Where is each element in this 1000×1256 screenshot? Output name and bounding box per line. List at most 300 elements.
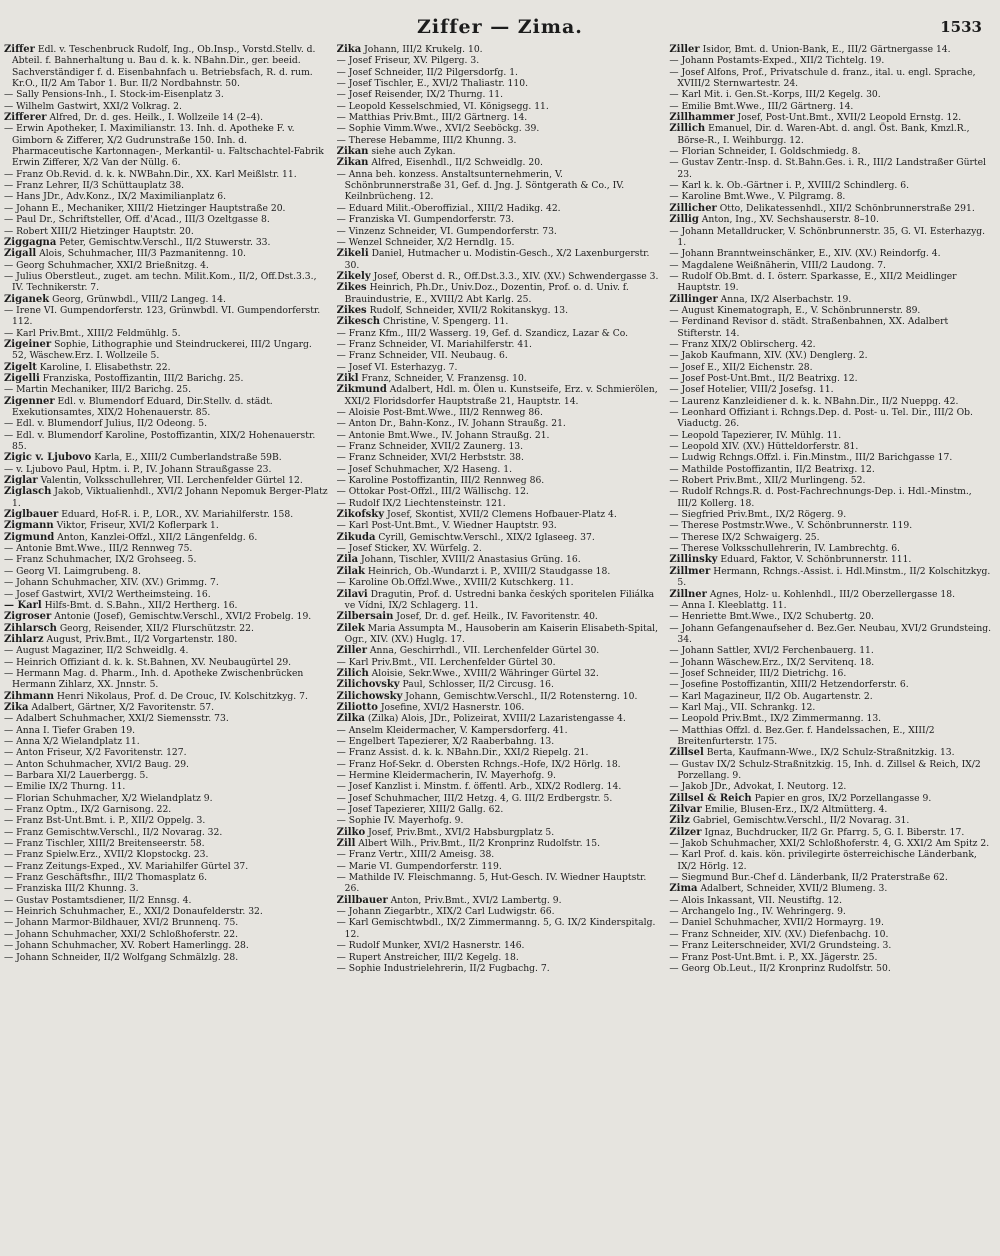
entry-name: Zigmann [4,520,54,532]
entry-text: Otto, Delikatessenhdl., XII/2 Schönbrunnerstraße 291. [719,202,975,214]
directory-entry [669,940,994,951]
entry-text: Offiziant d. k. k. St.Bahnen, XV. Neubaugürtel 29. [59,656,292,668]
entry-name: — Josef [669,372,705,384]
directory-entry [337,55,662,66]
entry-name: — Josef [336,55,372,67]
entry-name: — Sophie [336,962,381,974]
page-header [0,14,1000,44]
entry-text: Maj., VII. Schrankg. 12. [704,701,816,713]
entry-name: Zilbersain [336,611,394,623]
entry-name: — Johann [669,656,714,668]
entry-text: Branntweinschänker, E., XIV. (XV.) Reindorfg. 4. [716,248,941,260]
entry-text: Lehrer, II/3 Schüttauplatz 38. [46,180,185,192]
entry-text: XIII/2 Hietzinger Hauptstr. 20. [50,225,194,237]
entry-text: Kesselschmied, VI. Königsegg. 11. [389,100,549,112]
entry-name: — Ludwig [669,452,717,464]
entry-name: Zikes [336,304,367,316]
entry-name: — Hermine [336,770,390,781]
entry-name: — Martin [4,384,48,396]
entry-text: Ob.Leut., II/2 Kronprinz Rudolfstr. 50. [712,962,891,974]
entry-text: Hermann, Rchngs.-Assist. i. Hdl.Minstm., II/2 Kolschitzkyg. 5. [677,565,991,589]
entry-name: Zika [4,701,29,713]
entry-text: Heinrich, Ob.-Wundarzt i. P., XVIII/2 Staudgasse 18. [367,565,611,577]
directory-entry [669,486,994,509]
directory-entry [669,963,994,974]
directory-entry [337,657,662,668]
entry-text: Zeitungs-Exped., XV. Mariahilfer Gürtel 37. [46,860,249,872]
directory-entry [669,157,994,180]
entry-text: Jakob, Viktualienhdl., XVI/2 Johann Nepomuk Berger-Platz 1. [12,486,328,509]
entry-name: — Josef [336,89,372,101]
entry-name: — Leopold [669,713,719,725]
entry-text: IX/2 Liechtensteinstr. 121. [382,497,506,509]
entry-name: — Johann [4,917,49,929]
entry-text: Aloisie, Sekr.Wwe., XVIII/2 Währinger Gürtel 32. [371,667,599,679]
entry-text: Hof-Sekr. d. Obersten Rchngs.-Hofe, IX/2 Hörlg. 18. [378,758,621,770]
entry-text: Schuhmacher, XIV. (XV.) Grimmg. 7. [51,577,219,589]
entry-text: IX/2 Schwaigerg. 25. [721,531,820,543]
directory-entry [669,509,994,520]
directory-entry [669,305,994,316]
entry-name: — Wenzel [336,236,383,248]
entry-name: — Karl [4,327,36,339]
directory-entry [669,804,994,815]
entry-text: Oberstleut., zuget. am techn. Milit.Kom., II/2, Off.Dst.3.3., IV. Technikerstr. 7. [12,270,317,294]
entry-text: Ob.Revid. d. k. k. NWBahn.Dir., XX. Karl Meißlstr. 11. [46,168,297,180]
entry-name: — Franz [4,849,44,861]
directory-entry [337,418,662,429]
entry-text: Reisender, IX/2 Thurng. 11. [374,89,504,101]
directory-entry [4,509,329,520]
entry-name: — Anton [4,747,44,759]
directory-entry [669,668,994,679]
directory-entry [337,543,662,554]
directory-entry [4,237,329,248]
directory-entry [669,952,994,963]
entry-text: Georg, Grünwbdl., VIII/2 Langeg. 14. [52,293,226,305]
directory-entry [669,917,994,928]
entry-name: — Sophie [336,123,381,135]
entry-name: Zila [336,554,359,566]
entry-text: Schuhmacher, XXI/2 Schloßhoferstr. 22. [51,928,239,940]
directory-entry [4,793,329,804]
entry-name: — Franziska [4,883,62,895]
entry-text: Sophie, Lithographie und Steindruckerei, III/2 Ungarg. 52, Wäschew.Erz. I. Wollzeile 5. [12,338,312,362]
entry-text: Johann, Tischler, XVIII/2 Anastasius Grüng. 16. [360,554,581,566]
directory-entry [337,362,662,373]
entry-text: Revisor d. städt. Straßenbahnen, XX. Adalbert Stifterstr. 14. [677,316,949,339]
directory-entry [337,271,662,282]
entry-text: Post-Unt.Bmt. i. P., XX. Jägerstr. 25. [711,951,878,963]
entry-name: — August [4,645,49,657]
entry-name: — Karl [669,180,702,192]
entry-name: Zikes [336,282,367,294]
directory-entry [337,203,662,214]
entry-text: Friseur, X/2 Favoritenstr. 127. [46,747,187,759]
entry-name: — Leopold [669,429,719,441]
directory-entry [4,123,329,168]
directory-entry [4,872,329,883]
entry-text: Geschäftsfhr., III/2 Thomasplatz 6. [46,872,208,884]
entry-name: — Anna [669,599,706,611]
entry-name: — Karl [336,917,369,929]
entry-text: Postoffizantin, III/2 Rennweg 86. [391,475,545,487]
directory-entry [669,123,994,146]
directory-entry [4,362,329,373]
entry-text: VI. Laimgrubeng. 8. [47,565,141,577]
entry-text: Albert Wilh., Priv.Bmt., II/2 Kronprinz Rudolfstr. 15. [358,838,601,850]
entry-name: — Johann [669,55,714,67]
entry-name: — Edl. v. Blumendorf [4,429,103,441]
entry-text: Emilie, Blusen-Erz., IX/2 Altmütterg. 4. [704,804,888,816]
entry-text: IV. Fleischmanng. 5, Hut-Gesch. IV. Wiedner Hauptstr. 26. [344,872,647,895]
directory-entry [669,203,994,214]
directory-entry [669,623,994,646]
entry-name: Zilvar [669,804,702,816]
directory-entry [4,702,329,713]
entry-name: — Leopold [669,441,719,453]
directory-entry [337,384,662,407]
entry-text: siehe auch Zykan. [371,146,456,158]
directory-entry [337,611,662,622]
entry-text: Henri Nikolaus, Prof. d. De Crouc, IV. Kolschitzkyg. 7. [56,690,308,702]
directory-entry [337,645,662,656]
entry-name: Zigenner [4,395,55,407]
directory-entry [4,781,329,792]
directory-entry [4,520,329,531]
directory-entry [669,294,994,305]
entry-text: Schneider, XIV. (XV.) Diefenbachg. 10. [711,928,889,940]
directory-entry [4,759,329,770]
entry-text: Heinrich, Ph.Dr., Univ.Doz., Dozentin, Prof. o. d. Univ. f. Brauindustrie, E., XVIII/2 Abt Karlg. 25. [344,282,629,305]
entry-text: Adalbert, Gärtner, X/2 Favoritenstr. 57. [31,701,215,713]
entry-name: — Johann [4,928,49,940]
directory-entry [669,827,994,838]
entry-text: Schuhmacher, XXI/2 Siemensstr. 73. [59,713,229,725]
directory-entry [669,929,994,940]
entry-name: Zilak [336,565,365,577]
directory-entry [4,271,329,294]
entry-text: Kfm., III/2 Wasserg. 19, Gef. d. Szandicz, Lazar & Co. [378,327,629,339]
directory-entry [669,725,994,748]
entry-name: — Antonie [4,543,53,555]
entry-text: Mag. d. Pharm., Inh. d. Apotheke Zwischenbrücken Hermann Zihlarz, XX. Jnnstr. 5. [12,667,304,691]
directory-entry [337,157,662,168]
entry-name: — Karoline [669,191,721,203]
entry-name: — Franz [336,327,376,339]
entry-name: Zilz [669,815,690,827]
entry-name: — Josef [336,804,372,816]
entry-name: Ziller [336,645,367,657]
directory-entry [4,713,329,724]
entry-name: Zilzer [669,826,702,838]
directory-entry [337,475,662,486]
directory-entry [4,691,329,702]
directory-entry [337,44,662,55]
directory-entry [4,532,329,543]
directory-entry [669,872,994,883]
directory-entry [337,702,662,713]
entry-text: Valentin, Volksschullehrer, VII. Lerchenfelder Gürtel 12. [40,475,303,487]
directory-entry [669,316,994,339]
entry-name: — Rudolf [669,486,713,498]
entry-text: Bmt.Wwe., III/2 Gärtnerg. 14. [714,100,854,112]
directory-entry [669,849,994,872]
entry-name: — Gustav [669,758,714,770]
directory-entry [4,952,329,963]
directory-entry [337,861,662,872]
directory-entry [4,464,329,475]
entry-text: Schneider, VI. Mariahilferstr. 41. [378,338,532,350]
directory-entry [669,895,994,906]
entry-name: — Henriette [669,611,727,623]
entry-text: Paul, Schlosser, II/2 Circusg. 16. [402,679,554,691]
entry-name: — Irene [4,304,41,316]
entry-text: Bst-Unt.Bmt. i. P., XII/2 Oppelg. 3. [46,815,206,827]
entry-text: Schneider, X/2 Herndlg. 15. [384,236,515,248]
entry-name: Zihlarsch [4,622,57,634]
entry-name: — Johann [4,951,49,963]
directory-entry [337,135,662,146]
entry-text: Bmt.Wwe., IX/2 Schubertg. 20. [729,611,874,623]
directory-entry [4,373,329,384]
entry-text: IV. Mayerhofg. 9. [383,815,464,827]
entry-name: — Leopold [336,100,387,112]
directory-entry [669,679,994,690]
directory-entry [669,407,994,430]
entry-text: Schuhmacher, XV. Robert Hamerlingg. 28. [51,940,249,952]
directory-entry [669,67,994,90]
entry-name: Zikesch [336,316,381,328]
entry-text: Kanzleidiener d. k. k. NBahn.Dir., II/2 Nueppg. 42. [722,395,959,407]
directory-entry [337,237,662,248]
entry-name: — Josef [336,361,372,373]
entry-text: Alfred, Eisenhdl., II/2 Schweidlg. 20. [371,157,543,169]
directory-entry [4,657,329,668]
entry-name: Zillinger [669,293,718,305]
directory-entry [337,815,662,826]
entry-text: Postmstr.Wwe., V. Schönbrunnerstr. 119. [721,520,913,532]
entry-text: Tischler, E., XVI/2 Thaliastr. 110. [374,78,529,90]
entry-text: Eduard, Faktor, V. Schönbrunnerstr. 111. [720,554,912,566]
directory-entry [669,214,994,225]
entry-name: — Franz [336,350,376,362]
directory-entry [669,759,994,782]
entry-name: — Johann [669,225,714,237]
entry-text: Optm., IX/2 Garnisong. 22. [46,804,172,816]
entry-name: — Archangelo [669,906,735,918]
directory-entry [337,747,662,758]
entry-name: — Karl [669,701,702,713]
entry-name: Zikeli [336,248,369,260]
entry-name: — Karl [336,656,369,668]
entry-text: Rudolf, Schneider, XVII/2 Rokitanskyg. 13. [369,304,569,316]
entry-name: — Mathilde [669,463,724,475]
directory-entry [669,146,994,157]
directory-entry [4,827,329,838]
entry-text: Kaufmann, XIV. (XV.) Denglerg. 2. [710,350,868,362]
entry-text: Schneider, XVI/2 Herbststr. 38. [378,452,524,464]
entry-text: Schneider, II/2 Pilgersdorfg. 1. [374,66,518,78]
column-left [4,44,329,1244]
entry-name: — Franz [669,928,709,940]
entry-text: Peter, Gemischtw.Verschl., II/2 Stuwerstr. 33. [59,236,271,248]
entry-text: E., XII/2 Eichenstr. 28. [707,361,813,373]
directory-entry [4,645,329,656]
directory-entry [4,430,329,453]
entry-name: — Daniel [669,917,712,929]
directory-entry [4,260,329,271]
directory-entry [4,747,329,758]
entry-text: Karoline, I. Elisabethstr. 22. [39,361,171,373]
entry-text: Bmt.Wwe., III/2 Rennweg 75. [55,543,193,555]
entry-name: Zigmund [4,531,55,543]
directory-entry [4,917,329,928]
directory-entry [669,589,994,600]
entry-text: Schuhmacher, IX/2 Grohseeg. 5. [46,554,197,566]
entry-text: Priv.Bmt., XII/2 Murlingeng. 52. [716,475,866,487]
entry-name: — Matthias [336,112,391,124]
directory-entry [337,78,662,89]
entry-name: — Anselm [336,724,384,736]
entry-name: — Edl. v. Blumendorf [4,418,103,430]
directory-entry [669,747,994,758]
directory-entry [337,67,662,78]
entry-text: Gabriel, Gemischtw.Verschl., II/2 Novarag. 31. [692,815,910,827]
entry-name: — Wilhelm [4,100,55,112]
entry-name: Zilko [336,826,366,838]
directory-entry [669,226,994,249]
entry-text: Vertr., XIII/2 Ameisg. 38. [378,849,495,861]
entry-text: III/2 Khunng. 3. [64,883,139,895]
entry-text: Adalbert, Schneider, XVII/2 Blumeng. 3. [700,883,888,895]
entry-name: Zima [669,883,698,895]
entry-text: XIX/2 Oblirscherg. 42. [711,338,816,350]
entry-name: — Josef [336,781,372,793]
entry-text: Industrielehrerin, II/2 Fugbachg. 7. [383,962,550,974]
directory-entry [669,430,994,441]
directory-entry [669,180,994,191]
entry-text: Alfred, Dr. d. ges. Heilk., I. Wollzeile 14 (2–4). [49,112,264,124]
entry-name: — Franz [4,554,44,566]
entry-text: Schuhmacher, XVII/2 Hormayrg. 19. [714,917,884,929]
entry-text: Friseur, XV. Pilgerg. 3. [374,55,480,67]
entry-text: Vimm.Wwe., XVI/2 Seeböckg. 39. [383,123,540,135]
directory-entry [4,384,329,395]
entry-name: Ziglasch [4,486,52,498]
entry-name: — Anna [336,168,373,180]
entry-name: — Josef [336,463,372,475]
entry-name: — Heinrich [4,906,57,918]
directory-entry [337,952,662,963]
entry-text: Schuhmacher, XXI/2 Schloßhoferstr. 4, G. XXI/2 Am Spitz 2. [710,838,990,850]
directory-entry [4,475,329,486]
entry-text: Christine, V. Spengerg. 11. [382,316,509,328]
entry-name: Zikuda [336,531,376,543]
entry-text: Eduard, Hof-R. i. P., LOR., XV. Mariahilferstr. 158. [61,509,294,521]
entry-text: Anstreicher, III/2 Kegelg. 18. [383,951,519,963]
entry-text: Prof. d. kais. kön. privilegirte österreichische Länderbank, IX/2 Hörlg. 12. [677,849,977,872]
entry-text: Offiziant i. Rchngs.Dep. d. Post- u. Tel. Dir., III/2 Ob. Viaductg. 26. [677,407,973,430]
entry-text: Alois, Schuhmacher, III/3 Pazmanitenng. 10. [39,248,246,260]
entry-name: Zigic v. Ljubovo [4,452,92,464]
entry-text: Cyrill, Gemischtw.Verschl., XIX/2 Iglaseeg. 37. [378,531,595,543]
entry-name: Zigelt [4,361,37,373]
entry-text: Hebamme, III/2 Khunng. 3. [389,134,517,146]
entry-name: — Franz [4,180,44,192]
directory-entry [337,713,662,724]
entry-text: I. Kleeblattg. 11. [708,599,787,611]
entry-text: Josef, Oberst d. R., Off.Dst.3.3., XIV. (XV.) Schwendergasse 3. [373,270,659,282]
directory-entry [669,838,994,849]
entry-text: Post-Unt.Bmt., V. Wiedner Hauptstr. 93. [371,520,557,532]
entry-text: Schuhmacher, XVI/2 Baug. 29. [46,758,189,770]
entry-text: VI. Gumpendorferstr. 73. [397,214,514,226]
entry-text: Schuhmacher, X/2 Wielandplatz 9. [52,792,213,804]
entry-name: Zihmann [4,690,54,702]
entry-name: — Emilie [4,781,46,793]
entry-name: — Karl [669,849,702,861]
directory-entry [669,452,994,463]
entry-text: Hilfs-Bmt. d. S.Bahn., XII/2 Hertherg. 16. [44,599,238,611]
entry-text: Pensions-Inh., I. Stock-im-Eisenplatz 3. [41,89,224,101]
directory-entry [337,226,662,237]
entry-text: Schneider, XVII/2 Zaunerg. 13. [378,441,524,453]
entry-text: Paul, Hptm. i. P., IV. Johann Straußgasse 23. [65,463,272,475]
directory-entry [337,759,662,770]
entry-text: Ing., IV. Wehringerg. 9. [737,906,846,918]
entry-name: — Johann [669,622,714,634]
entry-text: Ob.Offzl.Wwe., XVIII/2 Kutschkerg. 11. [391,577,574,589]
entry-name: — Florian [669,146,716,158]
entry-name: — Georg [4,259,45,271]
entry-name: — Franz [4,815,44,827]
entry-name: — Josef [336,543,372,555]
directory-entry [669,464,994,475]
entry-text: Priv.Bmt., XIII/2 Feldmühlg. 5. [38,327,181,339]
entry-name: Ziliotto [336,701,378,713]
entry-text: Rchngs.Offzl. i. Fin.Minstm., III/2 Barichgasse 17. [718,452,953,464]
entry-name: Ziglbauer [4,509,59,521]
directory-entry [337,407,662,418]
entry-text: Schneider, II/2 Wolfgang Schmälzlg. 28. [51,951,239,963]
entry-name: — Jakob [669,838,708,850]
entry-name: — Rupert [336,951,382,963]
entry-name: Zikan [336,146,369,158]
entry-text: Josef, Priv.Bmt., XVI/2 Habsburgplatz 5. [368,826,555,838]
entry-text: Gefangenaufseher d. Bez.Ger. Neubau, XVI/2 Grundsteing. 34. [677,622,992,645]
entry-text: k. k. Ob.-Gärtner i. P., XVIII/2 Schindlerg. 6. [704,180,910,192]
entry-text: Postoffizantin, II/2 Beatrixg. 12. [726,463,875,475]
entry-name: Zikl [336,372,359,384]
entry-text: Ziegarbtr., XIX/2 Carl Ludwigstr. 66. [384,906,555,918]
directory-entry [4,554,329,565]
directory-entry [669,55,994,66]
entry-text: Josef, Dr. d. gef. Heilk., IV. Favoritenstr. 40. [396,611,598,623]
entry-name: — Johann [4,940,49,952]
directory-entry [4,770,329,781]
entry-text: beh. konzess. Anstaltsunternehmerin, V. Schönbrunnerstraße 31, Gef. d. Jng. J. Söntgerath & Co., IV. Keilnbrücheng. 12. [344,168,625,203]
entry-text: August, Priv.Bmt., II/2 Vorgartenstr. 180. [46,633,238,645]
entry-text: Zentr.-Insp. d. St.Bahn.Ges. i. R., III/2 Landstraßer Gürtel 23. [677,157,986,180]
directory-entry [4,101,329,112]
directory-entry [669,520,994,531]
directory-entry [669,554,994,565]
directory-entry [4,180,329,191]
entry-name: Zillsel [669,747,704,759]
entry-name: Zigroser [4,611,52,623]
entry-name: — Johann [4,202,49,214]
